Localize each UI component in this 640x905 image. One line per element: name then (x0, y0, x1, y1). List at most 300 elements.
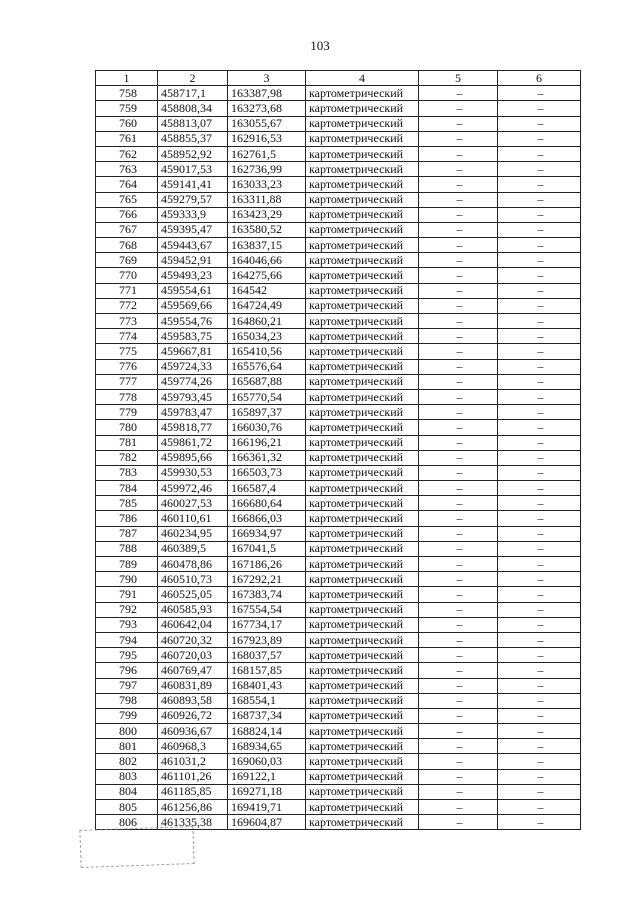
description-cell: – (498, 344, 581, 359)
point-number-cell: 806 (96, 815, 158, 830)
method-cell: картометрический (306, 389, 419, 404)
description-cell: – (498, 617, 581, 632)
y-coordinate-cell: 167923,89 (228, 632, 306, 647)
description-cell: – (498, 587, 581, 602)
description-cell: – (498, 207, 581, 222)
table-row (96, 693, 581, 708)
error-cell: – (419, 192, 498, 207)
error-cell: – (419, 162, 498, 177)
method-cell: картометрический (306, 800, 419, 815)
method-cell: картометрический (306, 617, 419, 632)
error-cell: – (419, 602, 498, 617)
point-number-cell: 794 (96, 632, 158, 647)
y-coordinate-cell: 168824,14 (228, 724, 306, 739)
x-coordinate-cell: 460478,86 (158, 557, 228, 572)
y-coordinate-cell: 167734,17 (228, 617, 306, 632)
table-row (96, 450, 581, 465)
x-coordinate-cell: 460642,04 (158, 617, 228, 632)
point-number-cell: 770 (96, 268, 158, 283)
point-number-cell: 805 (96, 800, 158, 815)
method-cell: картометрический (306, 162, 419, 177)
method-cell: картометрический (306, 587, 419, 602)
point-number-cell: 789 (96, 557, 158, 572)
description-cell: – (498, 314, 581, 329)
description-cell: – (498, 222, 581, 237)
point-number-cell: 804 (96, 784, 158, 799)
method-cell: картометрический (306, 557, 419, 572)
method-cell: картометрический (306, 329, 419, 344)
error-cell: – (419, 754, 498, 769)
error-cell: – (419, 238, 498, 253)
error-cell: – (419, 207, 498, 222)
y-coordinate-cell: 163423,29 (228, 207, 306, 222)
method-cell: картометрический (306, 481, 419, 496)
point-number-cell: 787 (96, 526, 158, 541)
point-number-cell: 786 (96, 511, 158, 526)
description-cell: – (498, 481, 581, 496)
point-number-cell: 795 (96, 648, 158, 663)
y-coordinate-cell: 165576,64 (228, 359, 306, 374)
description-cell: – (498, 131, 581, 146)
method-cell: картометрический (306, 374, 419, 389)
table-row (96, 541, 581, 556)
method-cell: картометрический (306, 678, 419, 693)
description-cell: – (498, 693, 581, 708)
table-row (96, 283, 581, 298)
point-number-cell: 800 (96, 724, 158, 739)
y-coordinate-cell: 164860,21 (228, 314, 306, 329)
y-coordinate-cell: 166587,4 (228, 481, 306, 496)
point-number-cell: 779 (96, 405, 158, 420)
table-row (96, 131, 581, 146)
method-cell: картометрический (306, 146, 419, 161)
x-coordinate-cell: 458952,92 (158, 146, 228, 161)
error-cell: – (419, 511, 498, 526)
error-cell: – (419, 632, 498, 647)
page-number: 103 (310, 38, 330, 53)
y-coordinate-cell: 169419,71 (228, 800, 306, 815)
method-cell: картометрический (306, 435, 419, 450)
table-row (96, 192, 581, 207)
coordinates-table (95, 70, 581, 830)
error-cell: – (419, 496, 498, 511)
error-cell: – (419, 101, 498, 116)
method-cell: картометрический (306, 693, 419, 708)
y-coordinate-cell: 163311,88 (228, 192, 306, 207)
error-cell: – (419, 678, 498, 693)
x-coordinate-cell: 459554,76 (158, 314, 228, 329)
x-coordinate-cell: 459452,91 (158, 253, 228, 268)
error-cell: – (419, 268, 498, 283)
error-cell: – (419, 784, 498, 799)
table-row (96, 769, 581, 784)
y-coordinate-cell: 166934,97 (228, 526, 306, 541)
description-cell: – (498, 253, 581, 268)
method-cell: картометрический (306, 420, 419, 435)
point-number-cell: 771 (96, 283, 158, 298)
error-cell: – (419, 389, 498, 404)
point-number-cell: 801 (96, 739, 158, 754)
error-cell: – (419, 435, 498, 450)
description-cell: – (498, 739, 581, 754)
table-row (96, 511, 581, 526)
point-number-cell: 798 (96, 693, 158, 708)
point-number-cell: 802 (96, 754, 158, 769)
x-coordinate-cell: 460027,53 (158, 496, 228, 511)
x-coordinate-cell: 459017,53 (158, 162, 228, 177)
method-cell: картометрический (306, 663, 419, 678)
method-cell: картометрический (306, 192, 419, 207)
description-cell: – (498, 359, 581, 374)
description-cell: – (498, 435, 581, 450)
point-number-cell: 796 (96, 663, 158, 678)
error-cell: – (419, 663, 498, 678)
x-coordinate-cell: 461031,2 (158, 754, 228, 769)
description-cell: – (498, 389, 581, 404)
table-row (96, 724, 581, 739)
error-cell: – (419, 116, 498, 131)
error-cell: – (419, 465, 498, 480)
x-coordinate-cell: 459793,45 (158, 389, 228, 404)
table-row (96, 101, 581, 116)
point-number-cell: 769 (96, 253, 158, 268)
y-coordinate-cell: 164542 (228, 283, 306, 298)
description-cell: – (498, 283, 581, 298)
point-number-cell: 799 (96, 708, 158, 723)
method-cell: картометрический (306, 526, 419, 541)
table-row (96, 253, 581, 268)
point-number-cell: 790 (96, 572, 158, 587)
error-cell: – (419, 146, 498, 161)
method-cell: картометрический (306, 131, 419, 146)
point-number-cell: 792 (96, 602, 158, 617)
y-coordinate-cell: 168934,65 (228, 739, 306, 754)
error-cell: – (419, 86, 498, 101)
x-coordinate-cell: 461335,38 (158, 815, 228, 830)
error-cell: – (419, 815, 498, 830)
point-number-cell: 766 (96, 207, 158, 222)
y-coordinate-cell: 165897,37 (228, 405, 306, 420)
description-cell: – (498, 146, 581, 161)
x-coordinate-cell: 458717,1 (158, 86, 228, 101)
column-header: 4 (306, 71, 419, 86)
description-cell: – (498, 162, 581, 177)
x-coordinate-cell: 459930,53 (158, 465, 228, 480)
error-cell: – (419, 329, 498, 344)
table-row (96, 116, 581, 131)
x-coordinate-cell: 459724,33 (158, 359, 228, 374)
error-cell: – (419, 724, 498, 739)
table-row (96, 481, 581, 496)
y-coordinate-cell: 168737,34 (228, 708, 306, 723)
table-row (96, 238, 581, 253)
table-row (96, 420, 581, 435)
error-cell: – (419, 374, 498, 389)
x-coordinate-cell: 460720,03 (158, 648, 228, 663)
error-cell: – (419, 708, 498, 723)
table-row (96, 222, 581, 237)
method-cell: картометрический (306, 511, 419, 526)
point-number-cell: 784 (96, 481, 158, 496)
method-cell: картометрический (306, 632, 419, 647)
method-cell: картометрический (306, 465, 419, 480)
point-number-cell: 774 (96, 329, 158, 344)
description-cell: – (498, 663, 581, 678)
table-row (96, 298, 581, 313)
x-coordinate-cell: 459583,75 (158, 329, 228, 344)
method-cell: картометрический (306, 298, 419, 313)
table-row (96, 374, 581, 389)
description-cell: – (498, 238, 581, 253)
error-cell: – (419, 177, 498, 192)
error-cell: – (419, 800, 498, 815)
method-cell: картометрический (306, 101, 419, 116)
method-cell: картометрический (306, 344, 419, 359)
method-cell: картометрический (306, 739, 419, 754)
table-row (96, 162, 581, 177)
description-cell: – (498, 708, 581, 723)
description-cell: – (498, 572, 581, 587)
description-cell: – (498, 557, 581, 572)
error-cell: – (419, 617, 498, 632)
x-coordinate-cell: 459861,72 (158, 435, 228, 450)
table-row (96, 359, 581, 374)
x-coordinate-cell: 461101,26 (158, 769, 228, 784)
error-cell: – (419, 769, 498, 784)
y-coordinate-cell: 169122,1 (228, 769, 306, 784)
method-cell: картометрический (306, 724, 419, 739)
point-number-cell: 764 (96, 177, 158, 192)
description-cell: – (498, 496, 581, 511)
table-row (96, 587, 581, 602)
y-coordinate-cell: 167041,5 (228, 541, 306, 556)
table-row (96, 207, 581, 222)
description-cell: – (498, 192, 581, 207)
table-row (96, 800, 581, 815)
point-number-cell: 778 (96, 389, 158, 404)
table-row (96, 435, 581, 450)
error-cell: – (419, 222, 498, 237)
description-cell: – (498, 268, 581, 283)
y-coordinate-cell: 165687,88 (228, 374, 306, 389)
y-coordinate-cell: 166030,76 (228, 420, 306, 435)
method-cell: картометрический (306, 359, 419, 374)
error-cell: – (419, 693, 498, 708)
x-coordinate-cell: 459443,67 (158, 238, 228, 253)
error-cell: – (419, 572, 498, 587)
description-cell: – (498, 602, 581, 617)
method-cell: картометрический (306, 450, 419, 465)
x-coordinate-cell: 459895,66 (158, 450, 228, 465)
error-cell: – (419, 405, 498, 420)
description-cell: – (498, 420, 581, 435)
y-coordinate-cell: 165034,23 (228, 329, 306, 344)
x-coordinate-cell: 458813,07 (158, 116, 228, 131)
method-cell: картометрический (306, 268, 419, 283)
x-coordinate-cell: 459818,77 (158, 420, 228, 435)
table-row (96, 177, 581, 192)
x-coordinate-cell: 460831,89 (158, 678, 228, 693)
point-number-cell: 767 (96, 222, 158, 237)
y-coordinate-cell: 164275,66 (228, 268, 306, 283)
method-cell: картометрический (306, 572, 419, 587)
y-coordinate-cell: 164724,49 (228, 298, 306, 313)
table-row (96, 496, 581, 511)
table-row (96, 602, 581, 617)
y-coordinate-cell: 163837,15 (228, 238, 306, 253)
x-coordinate-cell: 458808,34 (158, 101, 228, 116)
table-row (96, 663, 581, 678)
description-cell: – (498, 177, 581, 192)
error-cell: – (419, 648, 498, 663)
error-cell: – (419, 420, 498, 435)
y-coordinate-cell: 163387,98 (228, 86, 306, 101)
method-cell: картометрический (306, 784, 419, 799)
table-row (96, 632, 581, 647)
y-coordinate-cell: 167554,54 (228, 602, 306, 617)
description-cell: – (498, 86, 581, 101)
error-cell: – (419, 253, 498, 268)
y-coordinate-cell: 166503,73 (228, 465, 306, 480)
y-coordinate-cell: 168037,57 (228, 648, 306, 663)
description-cell: – (498, 298, 581, 313)
table-row (96, 617, 581, 632)
x-coordinate-cell: 460926,72 (158, 708, 228, 723)
description-cell: – (498, 101, 581, 116)
point-number-cell: 788 (96, 541, 158, 556)
error-cell: – (419, 359, 498, 374)
x-coordinate-cell: 459569,66 (158, 298, 228, 313)
y-coordinate-cell: 162916,53 (228, 131, 306, 146)
error-cell: – (419, 481, 498, 496)
x-coordinate-cell: 459774,26 (158, 374, 228, 389)
x-coordinate-cell: 460234,95 (158, 526, 228, 541)
error-cell: – (419, 557, 498, 572)
point-number-cell: 765 (96, 192, 158, 207)
x-coordinate-cell: 460585,93 (158, 602, 228, 617)
table-row (96, 754, 581, 769)
table-body (96, 86, 581, 830)
method-cell: картометрический (306, 207, 419, 222)
point-number-cell: 776 (96, 359, 158, 374)
table-row (96, 314, 581, 329)
x-coordinate-cell: 459333,9 (158, 207, 228, 222)
y-coordinate-cell: 169271,18 (228, 784, 306, 799)
table-row (96, 146, 581, 161)
table-row (96, 389, 581, 404)
error-cell: – (419, 526, 498, 541)
error-cell: – (419, 587, 498, 602)
description-cell: – (498, 526, 581, 541)
y-coordinate-cell: 166866,03 (228, 511, 306, 526)
y-coordinate-cell: 169604,87 (228, 815, 306, 830)
y-coordinate-cell: 162761,5 (228, 146, 306, 161)
column-header: 2 (158, 71, 228, 86)
y-coordinate-cell: 166361,32 (228, 450, 306, 465)
x-coordinate-cell: 460389,5 (158, 541, 228, 556)
error-cell: – (419, 739, 498, 754)
y-coordinate-cell: 163033,23 (228, 177, 306, 192)
table-row (96, 557, 581, 572)
table-row (96, 344, 581, 359)
description-cell: – (498, 724, 581, 739)
description-cell: – (498, 815, 581, 830)
column-header: 1 (96, 71, 158, 86)
x-coordinate-cell: 459279,57 (158, 192, 228, 207)
method-cell: картометрический (306, 754, 419, 769)
x-coordinate-cell: 459493,23 (158, 268, 228, 283)
point-number-cell: 768 (96, 238, 158, 253)
point-number-cell: 758 (96, 86, 158, 101)
table-row (96, 268, 581, 283)
y-coordinate-cell: 167383,74 (228, 587, 306, 602)
error-cell: – (419, 283, 498, 298)
table-row (96, 678, 581, 693)
point-number-cell: 773 (96, 314, 158, 329)
point-number-cell: 782 (96, 450, 158, 465)
x-coordinate-cell: 461185,85 (158, 784, 228, 799)
description-cell: – (498, 678, 581, 693)
point-number-cell: 761 (96, 131, 158, 146)
description-cell: – (498, 405, 581, 420)
point-number-cell: 793 (96, 617, 158, 632)
x-coordinate-cell: 459972,46 (158, 481, 228, 496)
description-cell: – (498, 769, 581, 784)
y-coordinate-cell: 168157,85 (228, 663, 306, 678)
method-cell: картометрический (306, 602, 419, 617)
column-header: 5 (419, 71, 498, 86)
description-cell: – (498, 450, 581, 465)
description-cell: – (498, 465, 581, 480)
y-coordinate-cell: 164046,66 (228, 253, 306, 268)
point-number-cell: 803 (96, 769, 158, 784)
description-cell: – (498, 632, 581, 647)
x-coordinate-cell: 458855,37 (158, 131, 228, 146)
method-cell: картометрический (306, 253, 419, 268)
y-coordinate-cell: 163055,67 (228, 116, 306, 131)
method-cell: картометрический (306, 283, 419, 298)
point-number-cell: 791 (96, 587, 158, 602)
x-coordinate-cell: 460720,32 (158, 632, 228, 647)
table-header-row (96, 71, 581, 86)
x-coordinate-cell: 460510,73 (158, 572, 228, 587)
point-number-cell: 780 (96, 420, 158, 435)
description-cell: – (498, 754, 581, 769)
x-coordinate-cell: 460525,05 (158, 587, 228, 602)
error-cell: – (419, 344, 498, 359)
description-cell: – (498, 541, 581, 556)
point-number-cell: 762 (96, 146, 158, 161)
method-cell: картометрический (306, 541, 419, 556)
x-coordinate-cell: 459395,47 (158, 222, 228, 237)
y-coordinate-cell: 168554,1 (228, 693, 306, 708)
table-row (96, 708, 581, 723)
table-row (96, 86, 581, 101)
y-coordinate-cell: 168401,43 (228, 678, 306, 693)
method-cell: картометрический (306, 86, 419, 101)
point-number-cell: 783 (96, 465, 158, 480)
y-coordinate-cell: 166196,21 (228, 435, 306, 450)
column-header: 6 (498, 71, 581, 86)
method-cell: картометрический (306, 116, 419, 131)
y-coordinate-cell: 167186,26 (228, 557, 306, 572)
table-row (96, 572, 581, 587)
error-cell: – (419, 131, 498, 146)
method-cell: картометрический (306, 314, 419, 329)
point-number-cell: 760 (96, 116, 158, 131)
x-coordinate-cell: 460769,47 (158, 663, 228, 678)
table-row (96, 329, 581, 344)
